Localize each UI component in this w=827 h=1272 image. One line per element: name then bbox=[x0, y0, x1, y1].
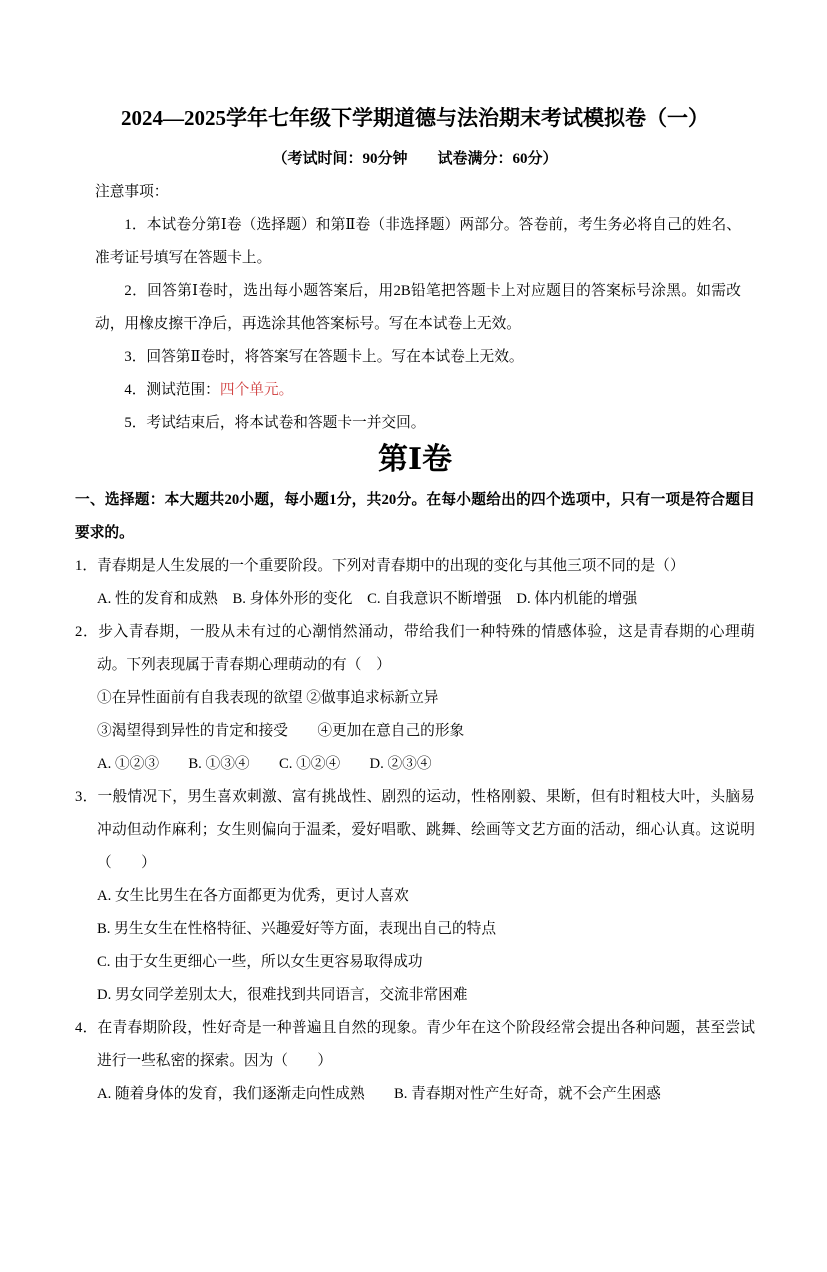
notice-label: 注意事项： bbox=[95, 184, 169, 200]
part1-heading: 第Ⅰ卷 bbox=[377, 443, 453, 476]
question-2 bbox=[75, 616, 755, 781]
notice-item-4 bbox=[95, 374, 741, 407]
question-4 bbox=[75, 1012, 755, 1111]
exam-title: 2024—2025学年七年级下学期道德与法治期末考试模拟卷（一） bbox=[121, 106, 709, 130]
question-1-stem: 1．青春期是人生发展的一个重要阶段。下列对青春期中的出现的变化与其他三项不同的是（） bbox=[75, 558, 685, 574]
notice-item-3: 3．回答第Ⅱ卷时，将答案写在答题卡上。写在本试卷上无效。 bbox=[124, 349, 524, 365]
question-3 bbox=[75, 781, 755, 1012]
question-2-options: A. ①②③ B. ①③④ C. ①②④ D. ②③④ bbox=[97, 756, 432, 772]
question-1-options: A. 性的发育和成熟 B. 身体外形的变化 C. 自我意识不断增强 D. 体内机能的增强 bbox=[97, 591, 638, 607]
question-3-option-d: D. 男女同学差别太大，很难找到共同语言，交流非常困难 bbox=[97, 987, 468, 1003]
question-4-stem: 4．在青春期阶段，性好奇是一种普遍且自然的现象。青少年在这个阶段经常会提出各种问题，甚至尝试进行一些私密的探索。因为（ ） bbox=[75, 1020, 755, 1069]
exam-subtitle: （考试时间：90分钟 试卷满分：60分） bbox=[272, 151, 558, 167]
question-1 bbox=[75, 550, 755, 616]
question-2-statements-a: ①在异性面前有自我表现的欲望 ②做事追求标新立异 bbox=[97, 690, 439, 706]
question-3-stem: 3．一般情况下，男生喜欢刺激、富有挑战性、剧烈的运动，性格刚毅、果断，但有时粗枝大叶，头脑易冲动但动作麻利；女生则偏向于温柔，爱好唱歌、跳舞、绘画等文艺方面的活动，细心认真。这说明（ ） bbox=[75, 789, 755, 871]
notice-item-1: 1．本试卷分第Ⅰ卷（选择题）和第Ⅱ卷（非选择题）两部分。答卷前，考生务必将自己的姓名、准考证号填写在答题卡上。 bbox=[95, 217, 741, 266]
notice-section bbox=[95, 176, 741, 440]
notice-item-2: 2．回答第Ⅰ卷时，选出每小题答案后，用2B铅笔把答题卡上对应题目的答案标号涂黑。如需改动，用橡皮擦干净后，再选涂其他答案标号。写在本试卷上无效。 bbox=[95, 283, 741, 332]
question-3-option-c: C. 由于女生更细心一些，所以女生更容易取得成功 bbox=[97, 954, 423, 970]
question-2-statements-b: ③渴望得到异性的肯定和接受 ④更加在意自己的形象 bbox=[97, 723, 465, 739]
section1-intro: 一、选择题：本大题共20小题，每小题1分，共20分。在每小题给出的四个选项中，只有一项是符合题目要求的。 bbox=[75, 492, 755, 541]
notice-item-4-prefix: 4．测试范围： bbox=[124, 382, 220, 398]
question-2-stem: 2．步入青春期，一股从未有过的心潮悄然涌动，带给我们一种特殊的情感体验，这是青春期的心理萌动。下列表现属于青春期心理萌动的有（ ） bbox=[75, 624, 755, 673]
question-3-option-b: B. 男生女生在性格特征、兴趣爱好等方面，表现出自己的特点 bbox=[97, 921, 497, 937]
question-4-options: A. 随着身体的发育，我们逐渐走向性成熟 B. 青春期对性产生好奇，就不会产生困惑 bbox=[97, 1086, 661, 1102]
notice-item-4-highlight: 四个单元。 bbox=[219, 382, 294, 398]
exam-paper-page bbox=[0, 103, 827, 1272]
notice-item-5: 5．考试结束后，将本试卷和答题卡一并交回。 bbox=[124, 415, 426, 431]
question-3-option-a: A. 女生比男生在各方面都更为优秀，更讨人喜欢 bbox=[97, 888, 409, 904]
